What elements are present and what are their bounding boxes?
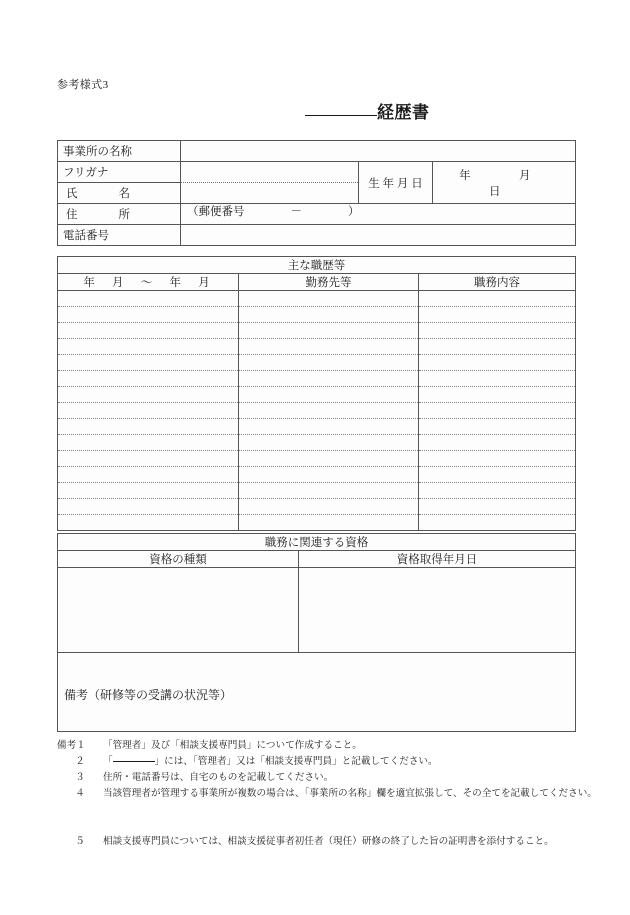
career-cell-period[interactable]	[58, 403, 239, 419]
footnote-2-after: 」には、「管理者」又は「相談支援専門員」と記載してください。	[154, 756, 438, 767]
career-cell-workplace[interactable]	[239, 339, 419, 355]
career-cell-duties[interactable]	[419, 307, 576, 323]
career-cell-duties[interactable]	[419, 419, 576, 435]
footnote-text-2	[103, 754, 587, 770]
footnote-number-2: ２	[75, 756, 85, 767]
form-number: 参考様式3	[57, 79, 109, 91]
career-cell-workplace[interactable]	[239, 451, 419, 467]
career-cell-period[interactable]	[58, 483, 239, 499]
table-row	[58, 323, 576, 339]
footnote-number-4: ４	[75, 788, 85, 799]
career-cell-period[interactable]	[58, 435, 239, 451]
footnote-item-4	[57, 786, 597, 802]
footnote-text-3: 住所・電話番号は、自宅のものを記載してください。	[103, 772, 334, 783]
career-column-header-row	[58, 274, 576, 291]
telephone-label: 電話番号	[58, 225, 181, 246]
footnote-item-2	[57, 754, 587, 770]
table-row-telephone	[58, 225, 576, 246]
footnotes	[57, 738, 597, 850]
career-cell-workplace[interactable]	[239, 435, 419, 451]
qualification-type-value[interactable]	[58, 568, 299, 655]
career-cell-duties[interactable]	[419, 323, 576, 339]
career-cell-period[interactable]	[58, 499, 239, 515]
career-cell-workplace[interactable]	[239, 483, 419, 499]
career-cell-workplace[interactable]	[239, 499, 419, 515]
career-cell-period[interactable]	[58, 339, 239, 355]
table-row	[58, 387, 576, 403]
career-cell-workplace[interactable]	[239, 419, 419, 435]
furigana-value[interactable]	[181, 162, 359, 183]
qualification-col-date: 資格取得年月日	[299, 551, 576, 568]
footnote-spacer	[57, 802, 587, 818]
career-cell-period[interactable]	[58, 467, 239, 483]
table-row	[58, 419, 576, 435]
table-row	[58, 355, 576, 371]
footnote-number-3: ３	[75, 772, 85, 783]
office-name-value[interactable]	[181, 141, 576, 162]
career-cell-workplace[interactable]	[239, 371, 419, 387]
career-band-title: 主な職歴等	[58, 257, 576, 274]
address-label-text: 住 所	[66, 209, 130, 221]
table-row-address	[58, 204, 576, 225]
career-cell-period[interactable]	[58, 387, 239, 403]
career-cell-duties[interactable]	[419, 435, 576, 451]
title-blank-underline	[305, 115, 377, 116]
career-cell-duties[interactable]	[419, 515, 576, 531]
career-cell-workplace[interactable]	[239, 307, 419, 323]
address-value[interactable]	[181, 204, 576, 225]
career-cell-duties[interactable]	[419, 467, 576, 483]
table-row	[58, 467, 576, 483]
career-cell-duties[interactable]	[419, 387, 576, 403]
telephone-value[interactable]	[181, 225, 576, 246]
table-row	[58, 339, 576, 355]
table-row	[58, 371, 576, 387]
career-band-row	[58, 257, 576, 274]
furigana-label: フリガナ	[58, 162, 181, 183]
qualification-date-value[interactable]	[299, 568, 576, 655]
dob-label: 生 年 月 日	[359, 162, 433, 204]
qualification-band-row	[58, 534, 576, 551]
name-label-text: 氏 名	[66, 188, 130, 200]
qualification-column-header-row	[58, 551, 576, 568]
dob-value[interactable]: 年 月 日	[433, 162, 576, 204]
career-cell-period[interactable]	[58, 291, 239, 307]
career-cell-duties[interactable]	[419, 499, 576, 515]
footnote-number-1: 備考１	[57, 740, 86, 751]
career-cell-duties[interactable]	[419, 355, 576, 371]
career-cell-duties[interactable]	[419, 339, 576, 355]
footnote-text-1: 「管理者」及び「相談支援専門員」について作成すること。	[103, 740, 362, 751]
postal-code-hint: （郵便番号 － ）	[187, 205, 360, 218]
career-cell-duties[interactable]	[419, 371, 576, 387]
footnote-number-5: ５	[75, 836, 85, 847]
footnote-text-5: 相談支援専門員については、相談支援従事者初任者（現任）研修の終了した旨の証明書を添付すること。	[103, 836, 554, 847]
career-cell-duties[interactable]	[419, 403, 576, 419]
career-cell-workplace[interactable]	[239, 355, 419, 371]
name-value[interactable]	[181, 183, 359, 204]
footnote-item-3	[57, 770, 587, 786]
career-cell-workplace[interactable]	[239, 467, 419, 483]
career-cell-duties[interactable]	[419, 451, 576, 467]
career-col-period: 年 月 ～ 年 月	[58, 274, 239, 291]
personal-info-table	[57, 140, 579, 246]
career-cell-duties[interactable]	[419, 483, 576, 499]
career-col-workplace: 勤務先等	[239, 274, 419, 291]
address-label	[58, 204, 181, 225]
table-row-office-name	[58, 141, 576, 162]
table-row-furigana	[58, 162, 576, 183]
page-title	[305, 98, 430, 123]
footnote-text-4: 当該管理者が管理する事業所が複数の場合は、「事業所の名称」欄を適宜拡張して、その全てを記載してください。	[103, 788, 597, 799]
career-cell-workplace[interactable]	[239, 515, 419, 531]
title-text: 経歴書	[377, 103, 430, 122]
table-row	[58, 291, 576, 307]
table-row	[58, 403, 576, 419]
footnote-spacer-2	[57, 818, 587, 834]
qualification-table	[57, 533, 576, 655]
career-cell-period[interactable]	[58, 419, 239, 435]
career-cell-period[interactable]	[58, 371, 239, 387]
footnote-2-blank	[113, 761, 155, 762]
career-cell-period[interactable]	[58, 323, 239, 339]
table-row	[58, 307, 576, 323]
remarks-table	[57, 652, 576, 732]
table-row	[58, 435, 576, 451]
career-cell-workplace[interactable]	[239, 387, 419, 403]
footnote-2-before: 「	[103, 756, 113, 767]
career-history-table	[57, 256, 576, 531]
table-row	[58, 483, 576, 499]
qualification-band-title: 職務に関連する資格	[58, 534, 576, 551]
footnote-item-5	[57, 834, 587, 850]
qualification-col-type: 資格の種類	[58, 551, 299, 568]
remarks-row	[58, 653, 576, 732]
remarks-field[interactable]	[58, 653, 576, 732]
career-cell-period[interactable]	[58, 307, 239, 323]
career-cell-period[interactable]	[58, 515, 239, 531]
table-row	[58, 515, 576, 531]
career-cell-period[interactable]	[58, 451, 239, 467]
career-cell-workplace[interactable]	[239, 291, 419, 307]
career-cell-workplace[interactable]	[239, 323, 419, 339]
career-cell-duties[interactable]	[419, 291, 576, 307]
table-row	[58, 451, 576, 467]
name-label	[58, 183, 181, 204]
career-cell-workplace[interactable]	[239, 403, 419, 419]
office-name-label: 事業所の名称	[58, 141, 181, 162]
footnote-item-1	[57, 738, 587, 754]
career-col-duties: 職務内容	[419, 274, 576, 291]
career-cell-period[interactable]	[58, 355, 239, 371]
remarks-label: 備考（研修等の受講の状況等）	[64, 687, 233, 702]
qualification-body-row	[58, 568, 576, 655]
table-row	[58, 499, 576, 515]
